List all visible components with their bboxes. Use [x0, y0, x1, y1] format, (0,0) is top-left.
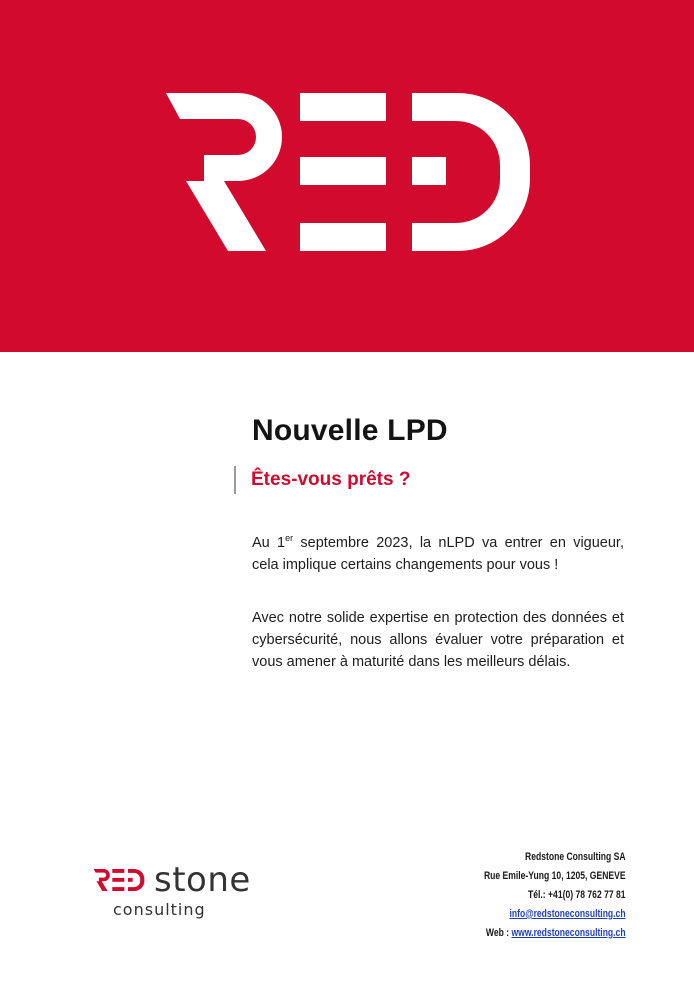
redstone-logo: [88, 860, 251, 919]
company-phone: Tél.: +41(0) 78 762 77 81: [528, 889, 626, 901]
subtitle: Êtes-vous prêts ?: [251, 469, 411, 490]
paragraph-intro: [252, 532, 624, 576]
email-link[interactable]: info@redstoneconsulting.ch: [509, 908, 626, 920]
logo-stone-text: stone: [154, 860, 251, 900]
paragraph-expertise: Avec notre solide expertise en protection des données et cybersécurité, nous allons évaluer votre préparation et vous amener à maturité dans les meilleurs délais.: [252, 610, 624, 670]
red-logo-large: [166, 93, 530, 251]
p1-rest: septembre 2023, la nLPD va entrer en vigueur, cela implique certains changements pour vous !: [252, 535, 624, 573]
red-logo-small: [88, 869, 150, 891]
contact-block: [484, 848, 626, 943]
subtitle-accent-bar: [234, 466, 236, 494]
p1-prefix: Au 1: [252, 535, 286, 551]
logo-wordmark: [88, 860, 251, 900]
logo-consulting-text: consulting: [113, 900, 206, 919]
page-title: Nouvelle LPD: [252, 414, 448, 447]
p1-superscript: er: [285, 533, 294, 544]
web-label: Web :: [486, 927, 512, 939]
website-link[interactable]: www.redstoneconsulting.ch: [511, 927, 626, 939]
subtitle-block: [234, 466, 410, 494]
brand-banner: [0, 0, 694, 352]
company-name: Redstone Consulting SA: [525, 851, 626, 863]
company-address: Rue Emile-Yung 10, 1205, GENEVE: [484, 870, 626, 882]
main-content: [251, 414, 624, 670]
web-line: [484, 924, 626, 943]
